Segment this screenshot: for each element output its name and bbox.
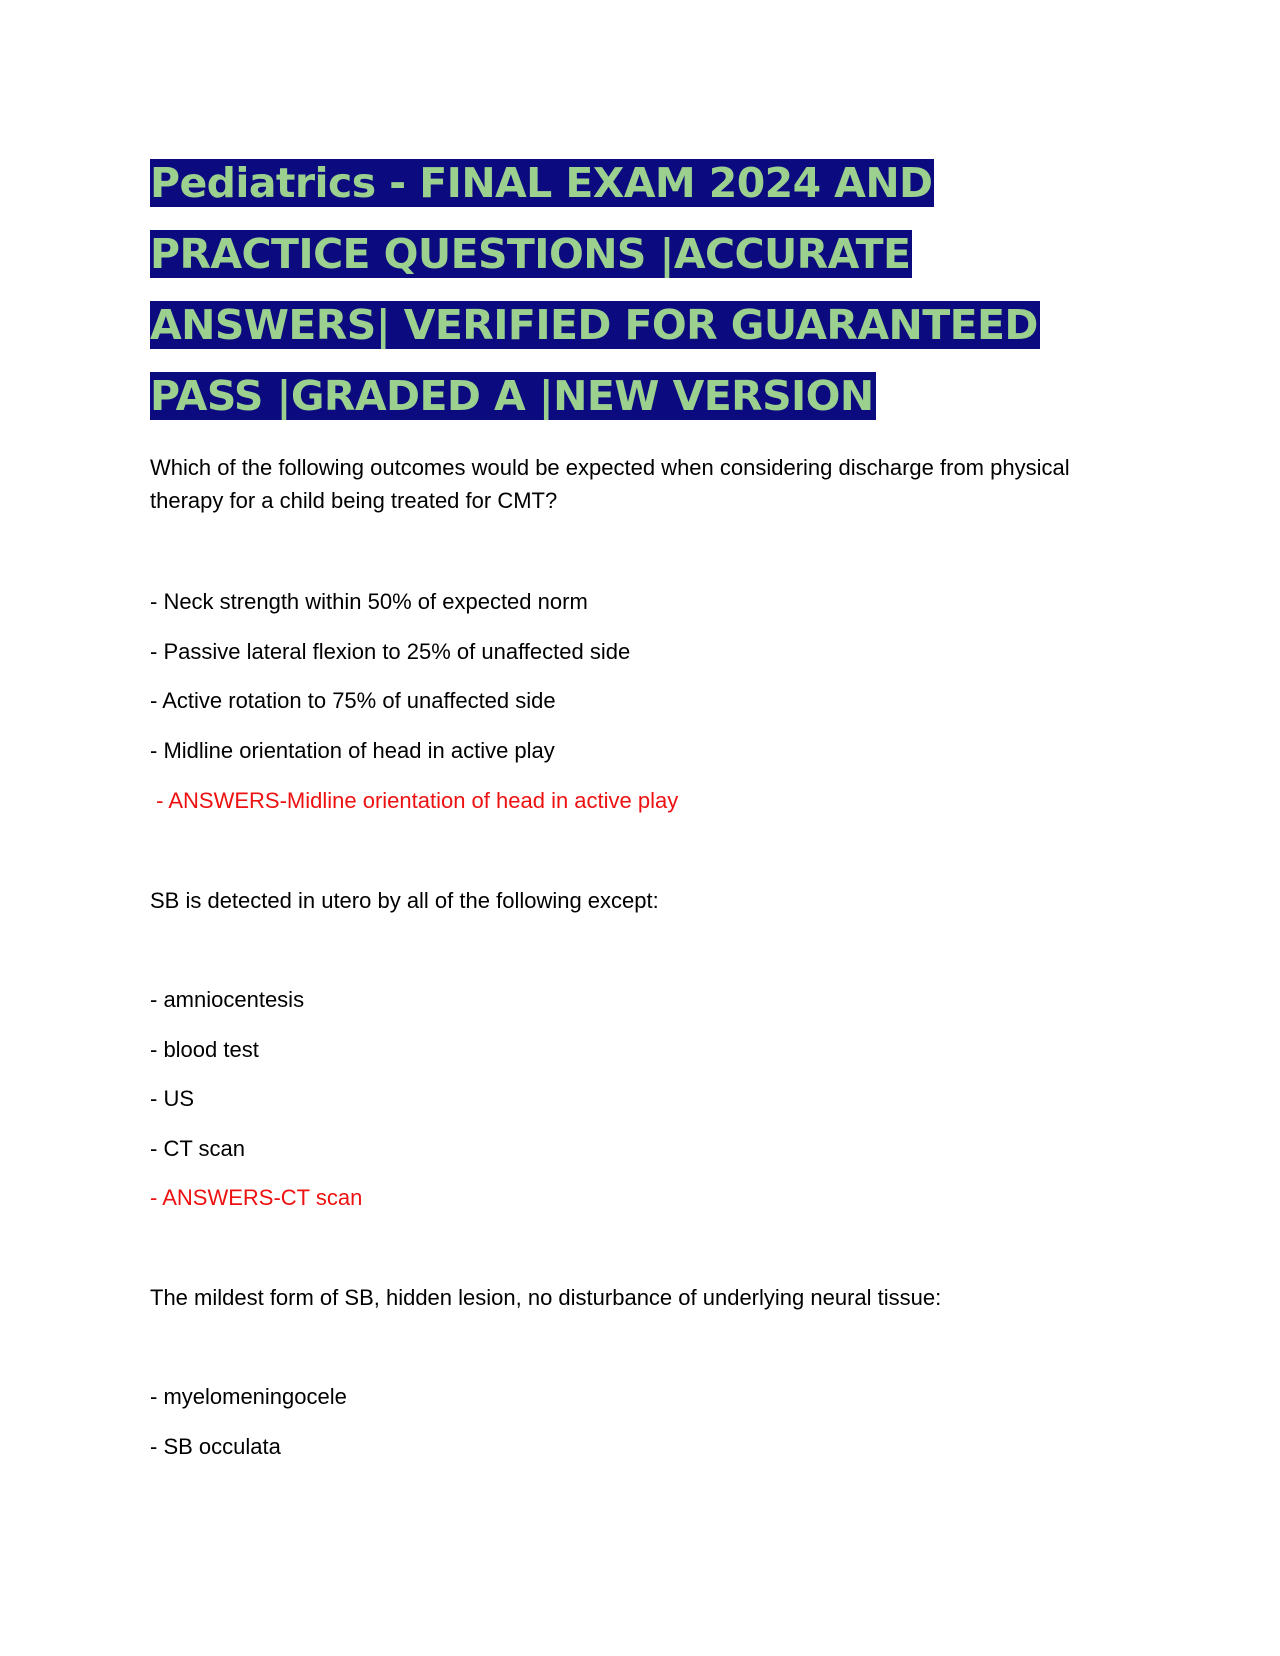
question-3-option-1: - myelomeningocele xyxy=(150,1384,347,1409)
question-1-option-3: - Active rotation to 75% of unaffected side xyxy=(150,688,556,713)
question-2-option-2: - blood test xyxy=(150,1037,259,1062)
document-title xyxy=(150,148,1090,432)
question-1-answer: - ANSWERS-Midline orientation of head in active play xyxy=(150,788,679,813)
question-2-option-3: - US xyxy=(150,1086,194,1111)
title-line-1: Pediatrics - FINAL EXAM 2024 AND xyxy=(150,159,933,207)
question-2-answer: - ANSWERS-CT scan xyxy=(150,1185,363,1210)
question-1-option-4: - Midline orientation of head in active play xyxy=(150,738,555,763)
question-2-option-4: - CT scan xyxy=(150,1136,245,1161)
title-line-4: PASS |GRADED A |NEW VERSION xyxy=(150,372,874,420)
question-1-option-2: - Passive lateral flexion to 25% of unaffected side xyxy=(150,639,631,664)
title-line-3: ANSWERS| VERIFIED FOR GUARANTEED xyxy=(150,301,1038,349)
question-2-text: SB is detected in utero by all of the following except: xyxy=(150,888,659,913)
question-1-option-1: - Neck strength within 50% of expected norm xyxy=(150,589,588,614)
question-2-option-1: - amniocentesis xyxy=(150,987,305,1012)
question-3-text: The mildest form of SB, hidden lesion, no disturbance of underlying neural tissue: xyxy=(150,1285,942,1310)
question-3-option-2: - SB occulata xyxy=(150,1434,281,1459)
question-1-text: Which of the following outcomes would be expected when considering discharge from physical therapy for a child being treated for CMT? xyxy=(150,455,1070,513)
title-line-2: PRACTICE QUESTIONS |ACCURATE xyxy=(150,230,911,278)
